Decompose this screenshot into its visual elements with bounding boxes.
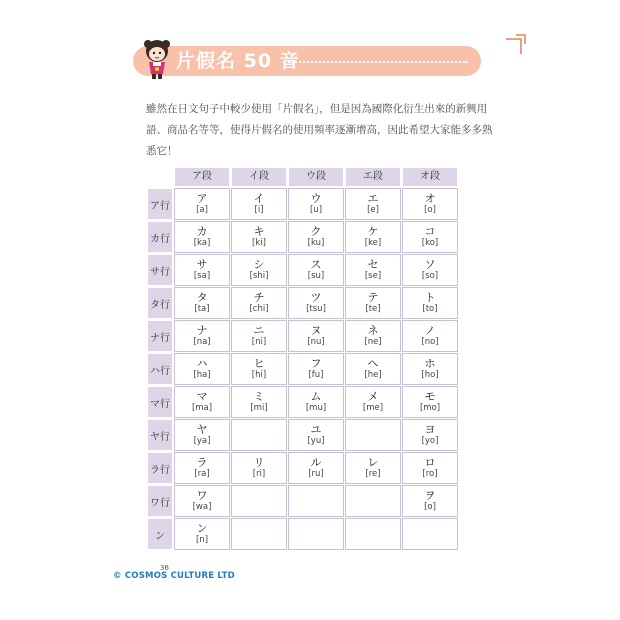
romaji-reading: [su]: [307, 271, 325, 281]
kana-cell: [289, 255, 343, 285]
romaji-reading: [u]: [309, 205, 323, 215]
kana-cell: [346, 321, 400, 351]
kana-cell: [403, 387, 457, 417]
kana-character: シ: [253, 258, 265, 271]
row-header: ラ行: [148, 453, 172, 483]
kana-cell: [403, 222, 457, 252]
kana-cell: [232, 519, 286, 549]
kana-cell: [403, 321, 457, 351]
row-header: サ行: [148, 255, 172, 285]
kana-cell: [346, 255, 400, 285]
kana-cell: [175, 288, 229, 318]
page-title: 片假名 50 音: [176, 50, 300, 72]
kana-character: チ: [253, 291, 265, 304]
table-row: [148, 255, 457, 285]
romaji-reading: [n]: [195, 535, 209, 545]
romaji-reading: [te]: [365, 304, 381, 314]
romaji-reading: [na]: [193, 337, 211, 347]
kana-cell: [403, 420, 457, 450]
romaji-reading: [e]: [367, 205, 379, 215]
kana-cell: [175, 387, 229, 417]
kana-cell: [403, 486, 457, 516]
romaji-reading: [ni]: [251, 337, 267, 347]
kana-cell: [289, 354, 343, 384]
column-header-row: [148, 168, 457, 186]
romaji-reading: [ko]: [421, 238, 439, 248]
kana-character: ミ: [253, 390, 265, 403]
corner-bracket-icon-small: [516, 34, 526, 44]
kana-character: ル: [310, 456, 322, 469]
kana-cell: [403, 189, 457, 219]
kana-character: イ: [253, 192, 265, 205]
kana-cell: [175, 519, 229, 549]
row-header: ワ行: [148, 486, 172, 516]
kana-character: ツ: [310, 291, 322, 304]
romaji-reading: [nu]: [307, 337, 325, 347]
romaji-reading: [mu]: [305, 403, 327, 413]
kana-cell: [346, 387, 400, 417]
kana-character: ン: [196, 522, 208, 535]
romaji-reading: [wa]: [192, 502, 212, 512]
table-row: [148, 354, 457, 384]
row-header: ヤ行: [148, 420, 172, 450]
kana-cell: [346, 354, 400, 384]
romaji-reading: [fu]: [308, 370, 324, 380]
kana-character: ソ: [424, 258, 436, 271]
kana-character: ネ: [367, 324, 379, 337]
romaji-reading: [ha]: [193, 370, 211, 380]
kana-cell: [289, 453, 343, 483]
romaji-reading: [tsu]: [306, 304, 326, 314]
kana-cell: [175, 486, 229, 516]
kana-character: ク: [310, 225, 322, 238]
kana-cell: [346, 288, 400, 318]
column-header: ア段: [175, 168, 229, 186]
romaji-reading: [no]: [421, 337, 439, 347]
romaji-reading: [sa]: [193, 271, 211, 281]
romaji-reading: [to]: [422, 304, 438, 314]
kana-cell: [232, 387, 286, 417]
kana-cell: [175, 189, 229, 219]
romaji-reading: [mi]: [250, 403, 268, 413]
column-header: オ段: [403, 168, 457, 186]
row-header: ナ行: [148, 321, 172, 351]
kana-cell: [289, 519, 343, 549]
kana-cell: [346, 189, 400, 219]
romaji-reading: [yo]: [421, 436, 439, 446]
kana-character: サ: [196, 258, 208, 271]
copyright-text: © COSMOS CULTURE LTD: [113, 571, 235, 581]
row-header: タ行: [148, 288, 172, 318]
kana-character: リ: [253, 456, 265, 469]
romaji-reading: [se]: [364, 271, 382, 281]
romaji-reading: [ma]: [191, 403, 213, 413]
kana-cell: [289, 420, 343, 450]
romaji-reading: [a]: [196, 205, 208, 215]
column-header: イ段: [232, 168, 286, 186]
kana-character: エ: [367, 192, 379, 205]
intro-paragraph: 雖然在日文句子中較少使用「片假名」，但是因為國際化衍生出來的新興用語、商品名等等，使得片假名的使用頻率逐漸增高，因此希望大家能多多熟悉它！: [146, 103, 493, 157]
kana-cell: [289, 321, 343, 351]
row-header: ン: [148, 519, 172, 549]
table-row: [148, 189, 457, 219]
kana-character: ラ: [196, 456, 208, 469]
romaji-reading: [me]: [362, 403, 384, 413]
kana-character: カ: [196, 225, 208, 238]
kana-character: ナ: [196, 324, 208, 337]
katakana-grid: [145, 165, 460, 552]
kana-character: メ: [367, 390, 379, 403]
table-row: [148, 387, 457, 417]
table-row: [148, 288, 457, 318]
kana-cell: [403, 453, 457, 483]
kana-cell: [232, 486, 286, 516]
banner-dotted-line: [288, 61, 468, 63]
kana-character: モ: [424, 390, 436, 403]
kana-cell: [289, 486, 343, 516]
romaji-reading: [ku]: [307, 238, 325, 248]
kana-character: コ: [424, 225, 436, 238]
kana-cell: [289, 222, 343, 252]
kana-cell: [232, 288, 286, 318]
kana-cell: [175, 222, 229, 252]
table-row: [148, 486, 457, 516]
row-header: マ行: [148, 387, 172, 417]
kana-character: テ: [367, 291, 379, 304]
romaji-reading: [ki]: [252, 238, 266, 248]
kana-character: ヤ: [196, 423, 208, 436]
kana-character: ユ: [310, 423, 322, 436]
kana-cell: [175, 255, 229, 285]
romaji-reading: [ta]: [194, 304, 210, 314]
kana-character: ヘ: [367, 357, 379, 370]
romaji-reading: [shi]: [249, 271, 269, 281]
kana-character: ホ: [424, 357, 436, 370]
kana-character: ノ: [424, 324, 436, 337]
kana-character: ハ: [196, 357, 208, 370]
kana-character: オ: [424, 192, 436, 205]
romaji-reading: [hi]: [251, 370, 267, 380]
romaji-reading: [ho]: [421, 370, 439, 380]
kana-character: タ: [196, 291, 208, 304]
corner-cell: [148, 168, 172, 186]
romaji-reading: [ra]: [194, 469, 210, 479]
kana-cell: [289, 288, 343, 318]
kana-character: ト: [424, 291, 436, 304]
romaji-reading: [ne]: [364, 337, 382, 347]
kana-cell: [346, 519, 400, 549]
kana-cell: [232, 321, 286, 351]
kana-cell: [403, 354, 457, 384]
kana-character: セ: [367, 258, 379, 271]
kana-character: レ: [367, 456, 379, 469]
row-header: カ行: [148, 222, 172, 252]
kana-cell: [346, 420, 400, 450]
kana-character: ヌ: [310, 324, 322, 337]
column-header: ウ段: [289, 168, 343, 186]
romaji-reading: [ro]: [422, 469, 438, 479]
column-header: エ段: [346, 168, 400, 186]
row-header: ハ行: [148, 354, 172, 384]
kana-character: ウ: [310, 192, 322, 205]
romaji-reading: [yu]: [307, 436, 325, 446]
romaji-reading: [he]: [364, 370, 382, 380]
table-row: [148, 222, 457, 252]
kana-cell: [403, 255, 457, 285]
romaji-reading: [re]: [365, 469, 381, 479]
kana-cell: [346, 486, 400, 516]
kana-character: マ: [196, 390, 208, 403]
romaji-reading: [ri]: [252, 469, 266, 479]
kana-cell: [175, 420, 229, 450]
kana-character: フ: [310, 357, 322, 370]
kana-cell: [232, 453, 286, 483]
kana-cell: [232, 189, 286, 219]
kana-cell: [175, 354, 229, 384]
kana-character: ロ: [424, 456, 436, 469]
kana-character: ニ: [253, 324, 265, 337]
kana-character: ヒ: [253, 357, 265, 370]
romaji-reading: [so]: [421, 271, 439, 281]
kana-character: ヨ: [424, 423, 436, 436]
kana-cell: [232, 222, 286, 252]
kana-character: ケ: [367, 225, 379, 238]
romaji-reading: [ru]: [308, 469, 324, 479]
kana-cell: [175, 453, 229, 483]
kana-cell: [232, 255, 286, 285]
kana-character: ア: [196, 192, 208, 205]
row-header: ア行: [148, 189, 172, 219]
mascot-icon: [141, 38, 173, 80]
kana-cell: [175, 321, 229, 351]
romaji-reading: [mo]: [419, 403, 441, 413]
romaji-reading: [ya]: [193, 436, 211, 446]
table-row: [148, 420, 457, 450]
kana-cell: [289, 189, 343, 219]
kana-character: ム: [310, 390, 322, 403]
kana-character: ス: [310, 258, 322, 271]
romaji-reading: [i]: [254, 205, 264, 215]
katakana-rows: [148, 189, 457, 549]
page-number: 36: [160, 564, 169, 572]
romaji-reading: [ke]: [364, 238, 382, 248]
table-row: [148, 321, 457, 351]
kana-character: キ: [253, 225, 265, 238]
kana-cell: [289, 387, 343, 417]
kana-cell: [403, 519, 457, 549]
table-row: [148, 519, 457, 549]
romaji-reading: [ka]: [193, 238, 211, 248]
kana-cell: [232, 354, 286, 384]
kana-character: ワ: [196, 489, 208, 502]
kana-cell: [403, 288, 457, 318]
kana-cell: [346, 222, 400, 252]
romaji-reading: [o]: [424, 502, 436, 512]
kana-cell: [232, 420, 286, 450]
kana-cell: [346, 453, 400, 483]
katakana-table: [145, 165, 460, 552]
table-row: [148, 453, 457, 483]
romaji-reading: [o]: [424, 205, 436, 215]
kana-character: ヲ: [424, 489, 436, 502]
romaji-reading: [chi]: [249, 304, 269, 314]
